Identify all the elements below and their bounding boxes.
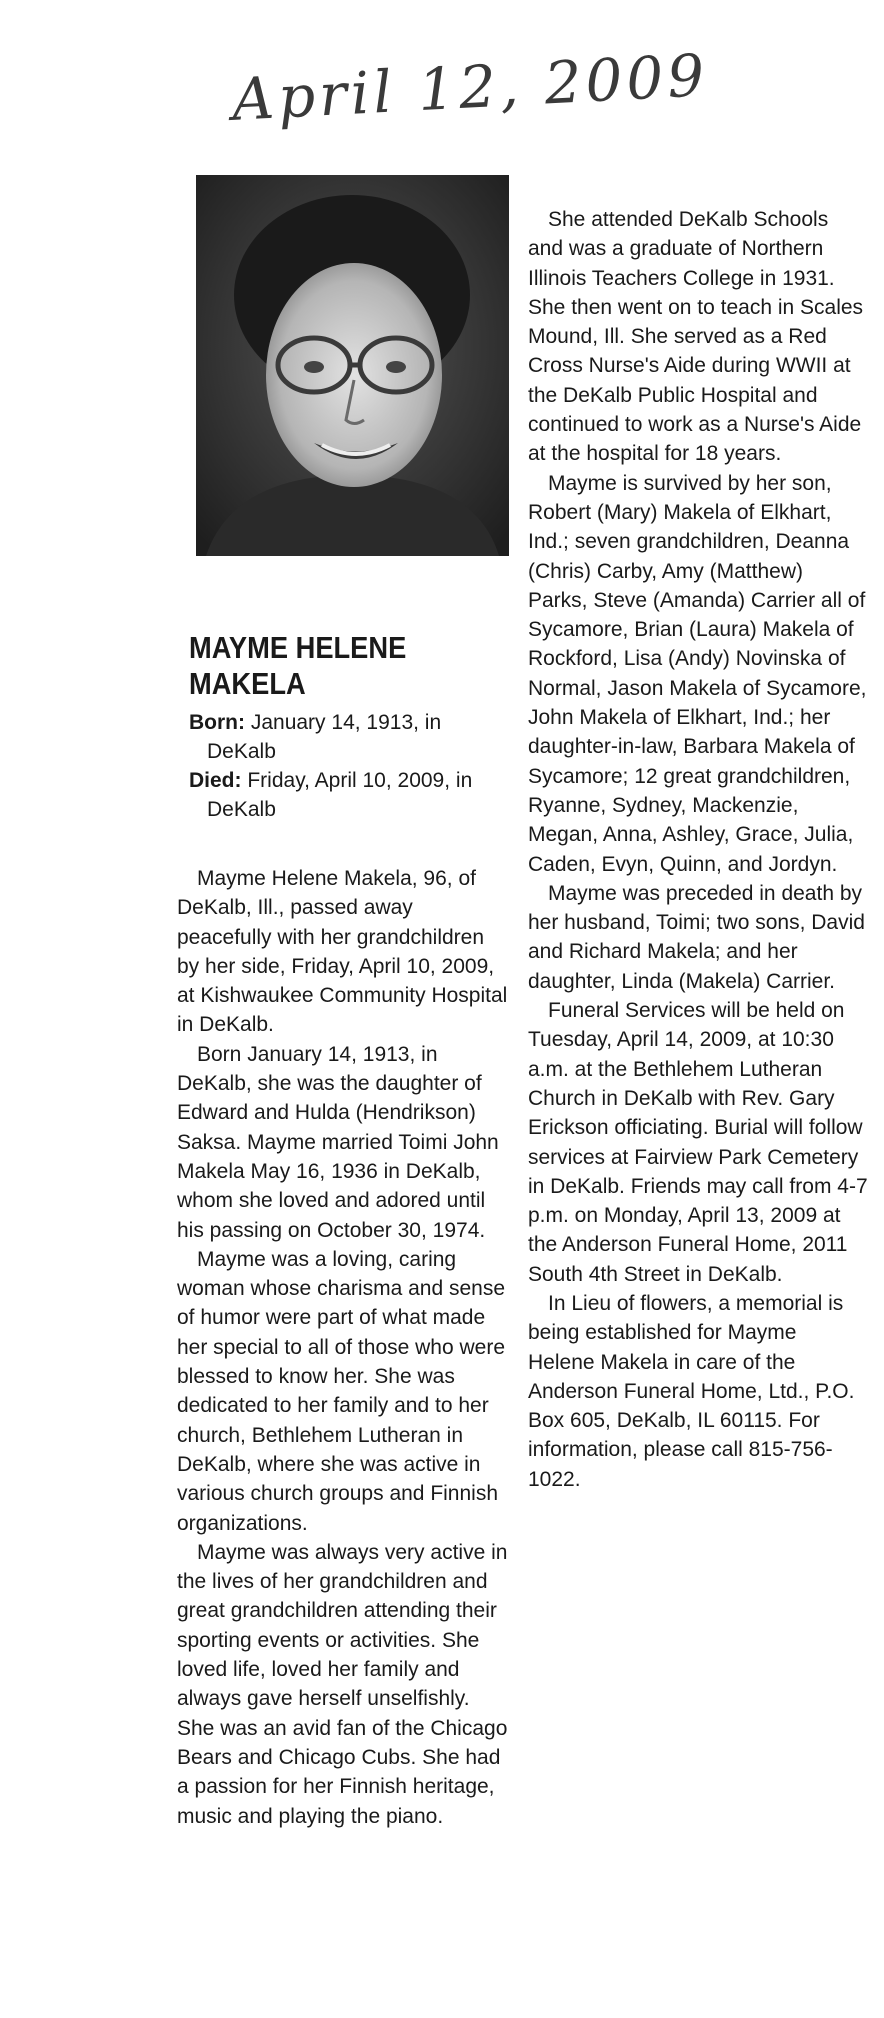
paragraph-character: Mayme was a loving, caring woman whose charisma and sense of humor were part of what made her special to all of those who were blessed to know her. She was dedicated to her family and to her church, Bethlehem Lutheran in DeKalb, where she was active in various church groups and Finnish organizations. [177, 1247, 506, 1535]
portrait-photo [196, 175, 509, 556]
born-info [189, 708, 512, 766]
born-place: DeKalb [207, 740, 276, 763]
left-body-text [177, 864, 512, 1831]
died-date: Friday, April 10, 2009, in [247, 769, 473, 792]
died-info [189, 766, 512, 824]
died-place: DeKalb [207, 798, 276, 821]
handwritten-date: April 12, 2009 [230, 41, 710, 134]
deceased-name [189, 630, 523, 702]
born-label: Born: [189, 711, 245, 734]
portrait-image [196, 175, 509, 556]
right-column [528, 205, 868, 1494]
paragraph-survivors: Mayme is survived by her son, Robert (Mary) Makela of Elkhart, Ind.; seven grandchildren, Deanna (Chris) Carby, Amy (Matthew) Parks, Steve (Amanda) Carrier all of Sycamore, Brian (Laura) Makela of Rockford, Lisa (Andy) Novinska of Normal, Jason Makela of Sycamore, John Makela of Elkhart, Ind.; her daughter-in-law, Barbara Makela of Sycamore; 12 great grandchildren, Ryanne, Sydney, Mackenzie, Megan, Anna, Ashley, Grace, Julia, Caden, Evyn, Quinn, and Jordyn. [528, 471, 867, 876]
paragraph-birth-marriage: Born January 14, 1913, in DeKalb, she was the daughter of Edward and Hulda (Hendrikson) Saksa. Mayme married Toimi John Makela May 16, 1936 in DeKalb, whom she loved and adored until his passing on October 30, 1974. [177, 1042, 499, 1242]
paragraph-interests: Mayme was always very active in the lives of her grandchildren and great grandchildren attending their sporting events or activities. She loved life, loved her family and always gave herself unselfishly. She was an avid fan of the Chicago Bears and Chicago Cubs. She had a passion for her Finnish heritage, music and playing the piano. [177, 1540, 508, 1828]
paragraph-preceded: Mayme was preceded in death by her husband, Toimi; two sons, David and Richard Makela; and her daughter, Linda (Makela) Carrier. [528, 881, 865, 993]
died-label: Died: [189, 769, 242, 792]
paragraph-services: Funeral Services will be held on Tuesday, April 14, 2009, at 10:30 a.m. at the Bethlehem Lutheran Church in DeKalb with Rev. Gary Erickson officiating. Burial will follow services at Fairview Park Cemetery in DeKalb. Friends may call from 4-7 p.m. on Monday, April 13, 2009 at the Anderson Funeral Home, 2011 South 4th Street in DeKalb. [528, 999, 868, 1286]
paragraph-education-career: She attended DeKalb Schools and was a graduate of Northern Illinois Teachers College in 1931. She then went on to teach in Scales Mound, Ill. She served as a Red Cross Nurse's Aide during WWII at the DeKalb Public Hospital and continued to work as a Nurse's Aide at the hospital for 18 years. [528, 208, 864, 466]
paragraph-passing: Mayme Helene Makela, 96, of DeKalb, Ill., passed away peacefully with her grandchildren by her side, Friday, April 10, 2009, at Kishwaukee Community Hospital in DeKalb. [177, 867, 508, 1037]
left-column [177, 630, 512, 1831]
born-date: January 14, 1913, in [250, 711, 442, 734]
paragraph-memorial: In Lieu of flowers, a memorial is being established for Mayme Helene Makela in care of the Anderson Funeral Home, Ltd., P.O. Box 605, DeKalb, IL 60115. For information, please call 815-756-1022. [528, 1291, 855, 1491]
name-line-2: MAKELA [189, 666, 306, 701]
right-body-text [528, 205, 868, 1494]
name-line-1: MAYME HELENE [189, 630, 407, 665]
